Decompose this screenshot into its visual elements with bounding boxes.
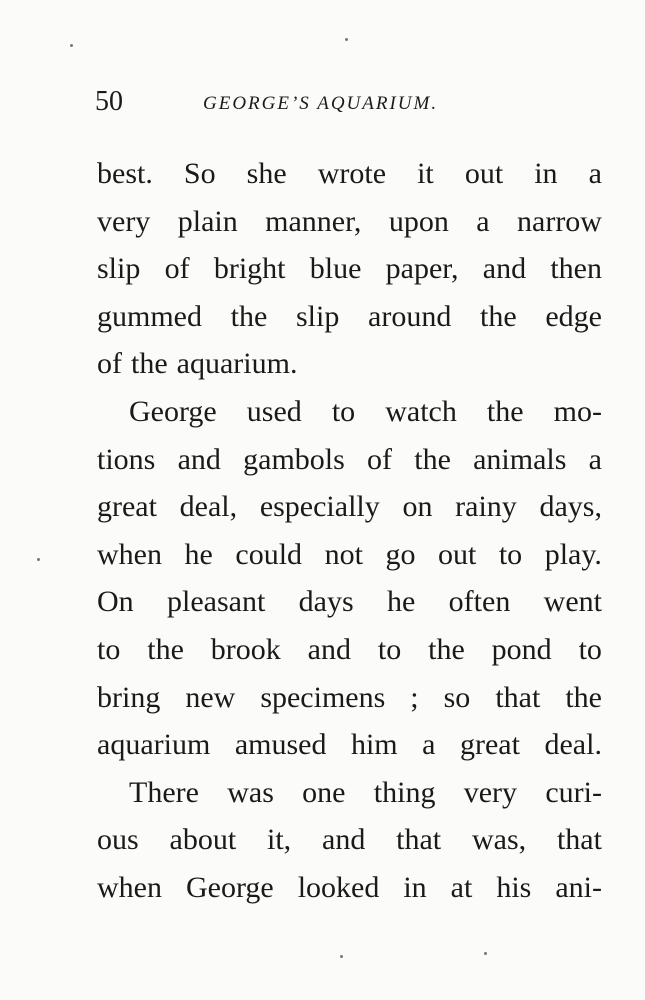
word: the [147, 632, 184, 666]
word: slip [97, 252, 141, 286]
word: gambols [243, 442, 345, 476]
page-number: 50 [95, 86, 123, 117]
word: the [131, 347, 168, 381]
word: was [227, 775, 274, 809]
word: aquarium. [176, 347, 298, 381]
word: he [184, 537, 213, 571]
word: that [495, 680, 541, 714]
speck-mark [484, 952, 487, 955]
word: There [129, 775, 199, 809]
word: and [322, 823, 366, 857]
word: the [428, 632, 465, 666]
word: to [331, 394, 356, 428]
word: around [368, 299, 452, 333]
word: one [302, 775, 346, 809]
word: deal. [544, 728, 602, 762]
word: that [396, 823, 442, 857]
word: George [129, 394, 217, 428]
word: the [486, 394, 524, 428]
word: the [230, 299, 268, 333]
word: when [97, 537, 162, 571]
text-line [97, 674, 602, 722]
word: out [437, 537, 477, 571]
speck-mark [345, 38, 348, 41]
word: slip [296, 299, 340, 333]
word: a [476, 204, 490, 238]
word: of [97, 347, 122, 381]
word: On [97, 585, 134, 619]
word: George [185, 870, 274, 904]
word: mo- [553, 394, 602, 428]
word: and [482, 252, 527, 286]
word: pleasant [167, 585, 266, 619]
word: play. [544, 537, 602, 571]
word: to [578, 632, 602, 666]
word: bright [213, 252, 286, 286]
text-line [97, 436, 602, 484]
text-line [97, 388, 602, 436]
word: not [324, 537, 363, 571]
word: and [177, 442, 221, 476]
text-line [97, 198, 602, 246]
word: pond [491, 632, 552, 666]
word: went [543, 585, 602, 619]
running-head: GEORGE’S AQUARIUM. [203, 93, 439, 114]
word: brook [210, 632, 281, 666]
word: deal, [179, 490, 238, 524]
word: bring [97, 680, 161, 714]
word: animals [473, 442, 567, 476]
word: his [496, 870, 532, 904]
word: about [169, 823, 237, 857]
word: the [414, 442, 451, 476]
word: best. [97, 157, 153, 190]
speck-mark [340, 955, 343, 958]
word: upon [388, 204, 449, 238]
word: gummed [97, 299, 202, 333]
speck-mark [70, 44, 73, 47]
word: the [565, 680, 602, 714]
text-line [97, 578, 602, 626]
word: watch [385, 394, 457, 428]
word: to [377, 632, 402, 666]
word: paper, [385, 252, 459, 286]
word: very [463, 775, 518, 809]
text-line [97, 864, 602, 912]
word: and [307, 632, 351, 666]
word: edge [545, 299, 602, 333]
text-line [97, 769, 602, 817]
word: So [183, 157, 216, 190]
body-text [97, 150, 602, 912]
text-line [97, 340, 602, 388]
word: the [480, 299, 517, 333]
word: great [97, 490, 157, 524]
text-line [97, 150, 602, 198]
word: rainy [455, 490, 517, 524]
word: ; [410, 680, 419, 714]
word: a [422, 728, 436, 762]
word: manner, [265, 204, 362, 238]
word: to [498, 537, 523, 571]
word: ani- [555, 870, 602, 904]
word: he [387, 585, 416, 619]
word: aquarium [97, 728, 211, 762]
word: at [450, 870, 473, 904]
word: new [185, 680, 236, 714]
word: ous [97, 823, 139, 857]
text-line [97, 531, 602, 579]
word: curi- [545, 775, 602, 809]
word: go [385, 537, 416, 571]
word: often [448, 585, 511, 619]
speck-mark [37, 558, 40, 561]
word: it [417, 157, 434, 190]
word: very [97, 204, 151, 238]
word: to [97, 632, 121, 666]
text-line [97, 721, 602, 769]
word: thing [373, 775, 436, 809]
text-line [97, 816, 602, 864]
word: days [298, 585, 354, 619]
page-header [95, 82, 605, 122]
word: days, [539, 490, 602, 524]
word: she [246, 157, 287, 190]
word: especially [259, 490, 380, 524]
word: on [402, 490, 433, 524]
text-line [97, 293, 602, 341]
word: narrow [517, 204, 602, 238]
word: used [246, 394, 302, 428]
word: plain [177, 204, 238, 238]
word: was, [471, 823, 527, 857]
word: out [464, 157, 504, 190]
word: wrote [317, 157, 387, 190]
word: specimens [260, 680, 386, 714]
text-line [97, 483, 602, 531]
word: so [443, 680, 471, 714]
word: that [556, 823, 602, 857]
word: could [235, 537, 303, 571]
word: of [367, 442, 393, 476]
word: great [460, 728, 520, 762]
word: when [97, 870, 162, 904]
word: a [588, 442, 602, 476]
word: it, [267, 823, 292, 857]
word: amused [234, 728, 327, 762]
word: looked [297, 870, 380, 904]
word: then [550, 252, 602, 286]
word: of [164, 252, 190, 286]
word: him [350, 728, 398, 762]
word: tions [97, 442, 156, 476]
word: a [588, 157, 602, 190]
text-line [97, 626, 602, 674]
word: in [534, 157, 558, 190]
word: blue [309, 252, 362, 286]
word: in [403, 870, 427, 904]
text-line [97, 245, 602, 293]
